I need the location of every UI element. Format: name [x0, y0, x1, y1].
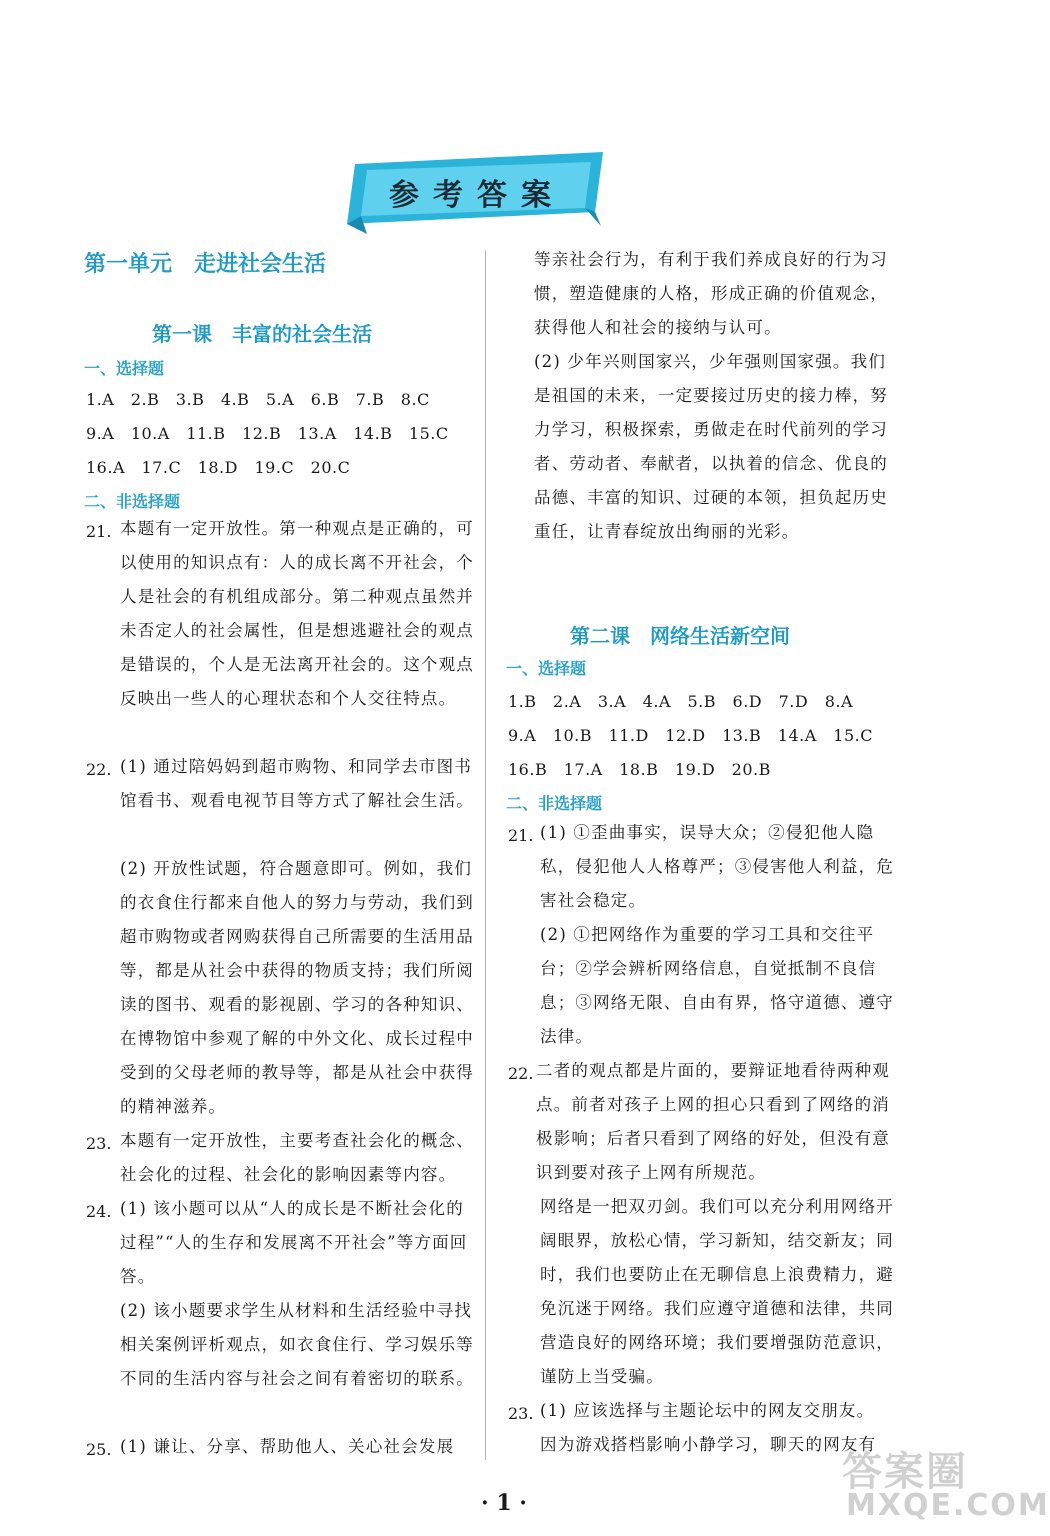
lesson1-q24-part2: (2) 该小题要求学生从材料和生活经验中寻找相关案例评析观点，如衣食住行、学习娱乐等不同的生活内容与社会之间有着密切的联系。 — [120, 1301, 474, 1388]
watermark-logo — [842, 1440, 1050, 1530]
lesson1-q25-part1: (1) 谦让、分享、帮助他人、关心社会发展 — [120, 1437, 455, 1456]
lesson2-choice-heading: 一、选择题 — [506, 659, 587, 678]
question-number: 22. — [86, 760, 112, 779]
question-number: 25. — [86, 1440, 112, 1459]
watermark-text: 答案圈 — [842, 1449, 968, 1495]
lesson1-answers-row: 16.A 17.C 18.D 19.C 20.C — [86, 458, 351, 477]
lesson1-q25-part2: (2) 少年兴则国家兴，少年强则国家强。我们是祖国的未来，一定要接过历史的接力棒，努力学习，积极探索，勇做走在时代前列的学习者、劳动者、奉献者，以执着的信念、优良的品德、丰富的知识、过硬的本领，担负起历史重任，让青春绽放出绚丽的光彩。 — [534, 352, 888, 541]
lesson2-q22-part1: 二者的观点都是片面的，要辩证地看待两种观点。前者对孩子上网的担心只看到了网络的消极影响；后者只看到了网络的好处，但没有意识到要对孩子上网有所规范。 — [536, 1061, 890, 1182]
lesson1-q21-answer: 本题有一定开放性。第一种观点是正确的，可以使用的知识点有：人的成长离不开社会，个人是社会的有机组成部分。第二种观点虽然并未否定人的社会属性，但是想逃避社会的观点是错误的，个人是无法离开社会的。这个观点反映出一些人的心理状态和个人交往特点。 — [120, 519, 474, 708]
lesson2-nonchoice-heading: 二、非选择题 — [506, 794, 603, 813]
question-number: 24. — [86, 1202, 112, 1221]
question-number: 23. — [86, 1134, 112, 1153]
lesson1-q22-part2: (2) 开放性试题，符合题意即可。例如，我们的衣食住行都来自他人的努力与劳动，我们到超市购物或者网购获得自己所需要的生活用品等，都是从社会中获得的物质支持；我们所阅读的图书、观看的影视剧、学习的各种知识、在博物馆中参观了解的中外文化、成长过程中受到的父母老师的教导等，都是从社会中获得的精神滋养。 — [120, 859, 474, 1116]
lesson2-answers-row: 16.B 17.A 18.B 19.D 20.B — [508, 760, 771, 779]
lesson2-q23-part1: (1) 应该选择与主题论坛中的网友交朋友。 — [540, 1401, 875, 1420]
lesson1-answers-row: 1.A 2.B 3.B 4.B 5.A 6.B 7.B 8.C — [86, 390, 430, 409]
question-number: 21. — [86, 522, 112, 541]
column-divider — [485, 250, 486, 1460]
lesson1-nonchoice-heading: 二、非选择题 — [84, 492, 181, 511]
lesson1-q25-continued: 等亲社会行为，有利于我们养成良好的行为习惯，塑造健康的人格，形成正确的价值观念，获得他人和社会的接纳与认可。 — [534, 250, 888, 337]
lesson2-answers-row: 9.A 10.B 11.D 12.D 13.B 14.A 15.C — [508, 726, 873, 745]
lesson1-q24-part1: (1) 该小题可以从“人的成长是不断社会化的过程”“人的生存和发展离不开社会”等方面回答。 — [120, 1199, 468, 1286]
question-number: 22. — [508, 1064, 534, 1083]
lesson2-q22-part2: 网络是一把双刃剑。我们可以充分利用网络开阔眼界，放松心情，学习新知，结交新友；同时，我们也要防止在无聊信息上浪费精力，避免沉迷于网络。我们应遵守道德和法律，共同营造良好的网络环境；我们要增强防范意识，谨防上当受骗。 — [540, 1197, 894, 1386]
unit-title: 第一单元 走进社会生活 — [84, 252, 327, 277]
lesson2-q23-part1-continued: 因为游戏搭档影响小静学习，聊天的网友有 — [540, 1435, 877, 1454]
banner-title: 参考答案 — [389, 178, 565, 213]
lesson1-q23-answer: 本题有一定开放性，主要考查社会化的概念、社会化的过程、社会化的影响因素等内容。 — [120, 1131, 474, 1184]
lesson2-title: 第二课 网络生活新空间 — [570, 624, 790, 648]
question-number: 23. — [508, 1404, 534, 1423]
page-number: · 1 · — [481, 1490, 527, 1516]
lesson1-choice-heading: 一、选择题 — [84, 359, 165, 378]
answer-banner — [345, 150, 607, 234]
watermark-domain: MXQE.COM — [846, 1488, 1050, 1523]
lesson1-title: 第一课 丰富的社会生活 — [152, 322, 372, 346]
lesson2-q21-part1: (1) ①歪曲事实，误导大众；②侵犯他人隐私，侵犯他人人格尊严；③侵害他人利益，危害社会稳定。 — [540, 823, 894, 910]
lesson1-answers-row: 9.A 10.A 11.B 12.B 13.A 14.B 15.C — [86, 424, 449, 443]
lesson1-q22-part1: (1) 通过陪妈妈到超市购物、和同学去市图书馆看书、观看电视节目等方式了解社会生活。 — [120, 757, 474, 810]
lesson2-q21-part2: (2) ①把网络作为重要的学习工具和交往平台；②学会辨析网络信息，自觉抵制不良信息；③网络无限、自由有界，恪守道德、遵守法律。 — [540, 925, 894, 1046]
lesson2-answers-row: 1.B 2.A 3.A 4.A 5.B 6.D 7.D 8.A — [508, 692, 854, 711]
question-number: 21. — [508, 826, 534, 845]
